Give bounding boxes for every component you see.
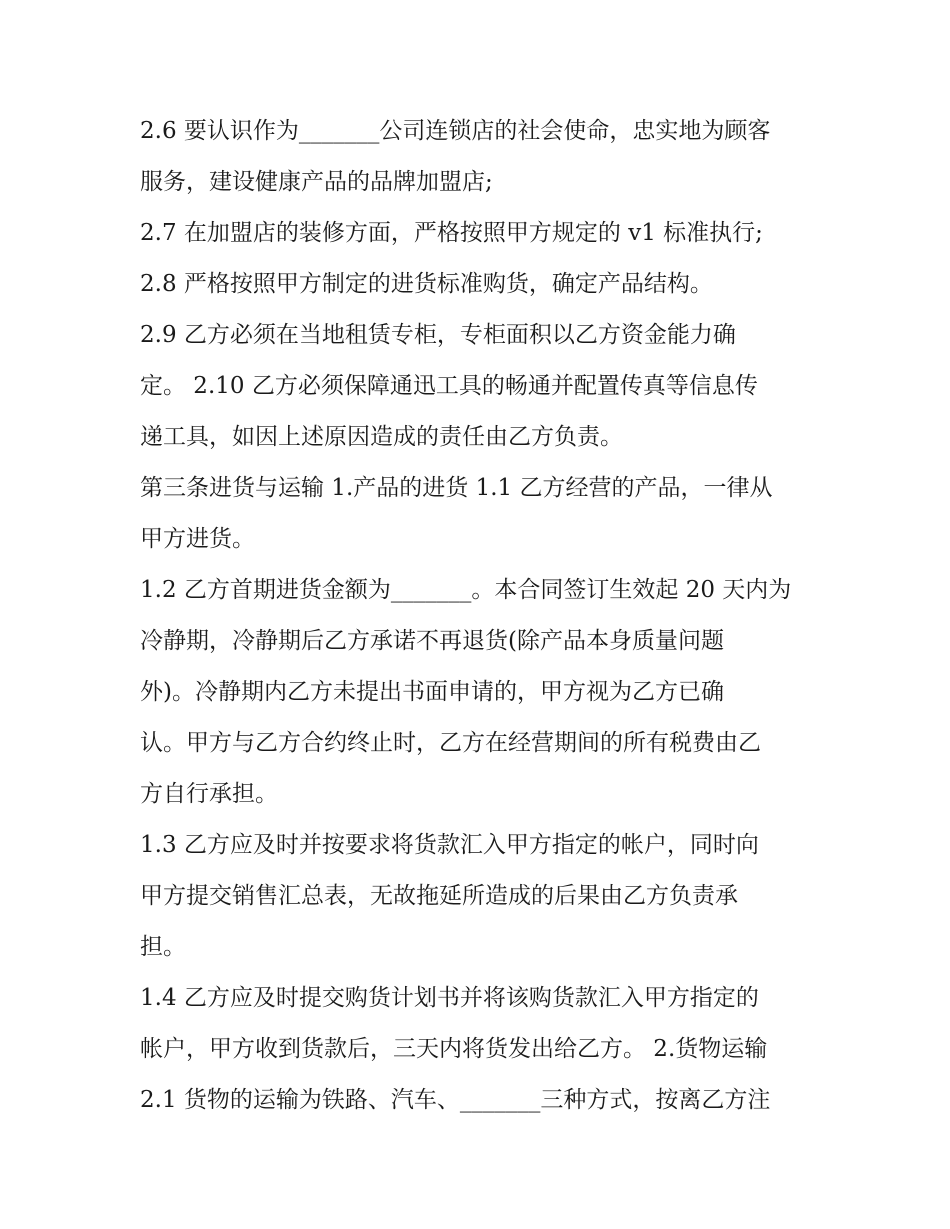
text-line: 2.9 乙方必须在当地租赁专柜，专柜面积以乙方资金能力确: [140, 322, 736, 348]
text-line: 担。: [140, 934, 186, 960]
text-line: 递工具，如因上述原因造成的责任由乙方负责。: [140, 424, 623, 450]
text-line: 冷静期，冷静期后乙方承诺不再退货(除产品本身质量问题: [140, 628, 724, 654]
text-line: 甲方提交销售汇总表，无故拖延所造成的后果由乙方负责承: [140, 883, 738, 909]
text-line: 2.8 严格按照甲方制定的进货标准购货，确定产品结构。: [140, 271, 713, 297]
text-line: 帐户，甲方收到货款后，三天内将货发出给乙方。 2.货物运输: [140, 1036, 768, 1062]
document-body: [140, 106, 820, 1126]
text-line: 外)。冷静期内乙方未提出书面申请的，甲方视为乙方已确: [140, 679, 724, 705]
text-line: 第三条进货与运输 1.产品的进货 1.1 乙方经营的产品，一律从: [140, 475, 773, 501]
text-line: 认。甲方与乙方合约终止时，乙方在经营期间的所有税费由乙: [140, 730, 761, 756]
text-line: 2.1 货物的运输为铁路、汽车、_______三种方式，按离乙方注: [140, 1087, 771, 1113]
text-line: 服务，建设健康产品的品牌加盟店;: [140, 169, 493, 195]
text-line: 1.4 乙方应及时提交购货计划书并将该购货款汇入甲方指定的: [140, 985, 759, 1011]
text-line: 1.3 乙方应及时并按要求将货款汇入甲方指定的帐户，同时向: [140, 832, 759, 858]
text-line: 方自行承担。: [140, 781, 278, 807]
text-line: 定。 2.10 乙方必须保障通迅工具的畅通并配置传真等信息传: [140, 373, 758, 399]
text-line: 2.6 要认识作为_______公司连锁店的社会使命，忠实地为顾客: [140, 118, 771, 144]
text-line: 2.7 在加盟店的装修方面，严格按照甲方规定的 v1 标准执行;: [140, 220, 763, 246]
text-line: 甲方进货。: [140, 526, 255, 552]
text-line: 1.2 乙方首期进货金额为_______。本合同签订生效起 20 天内为: [140, 577, 792, 603]
